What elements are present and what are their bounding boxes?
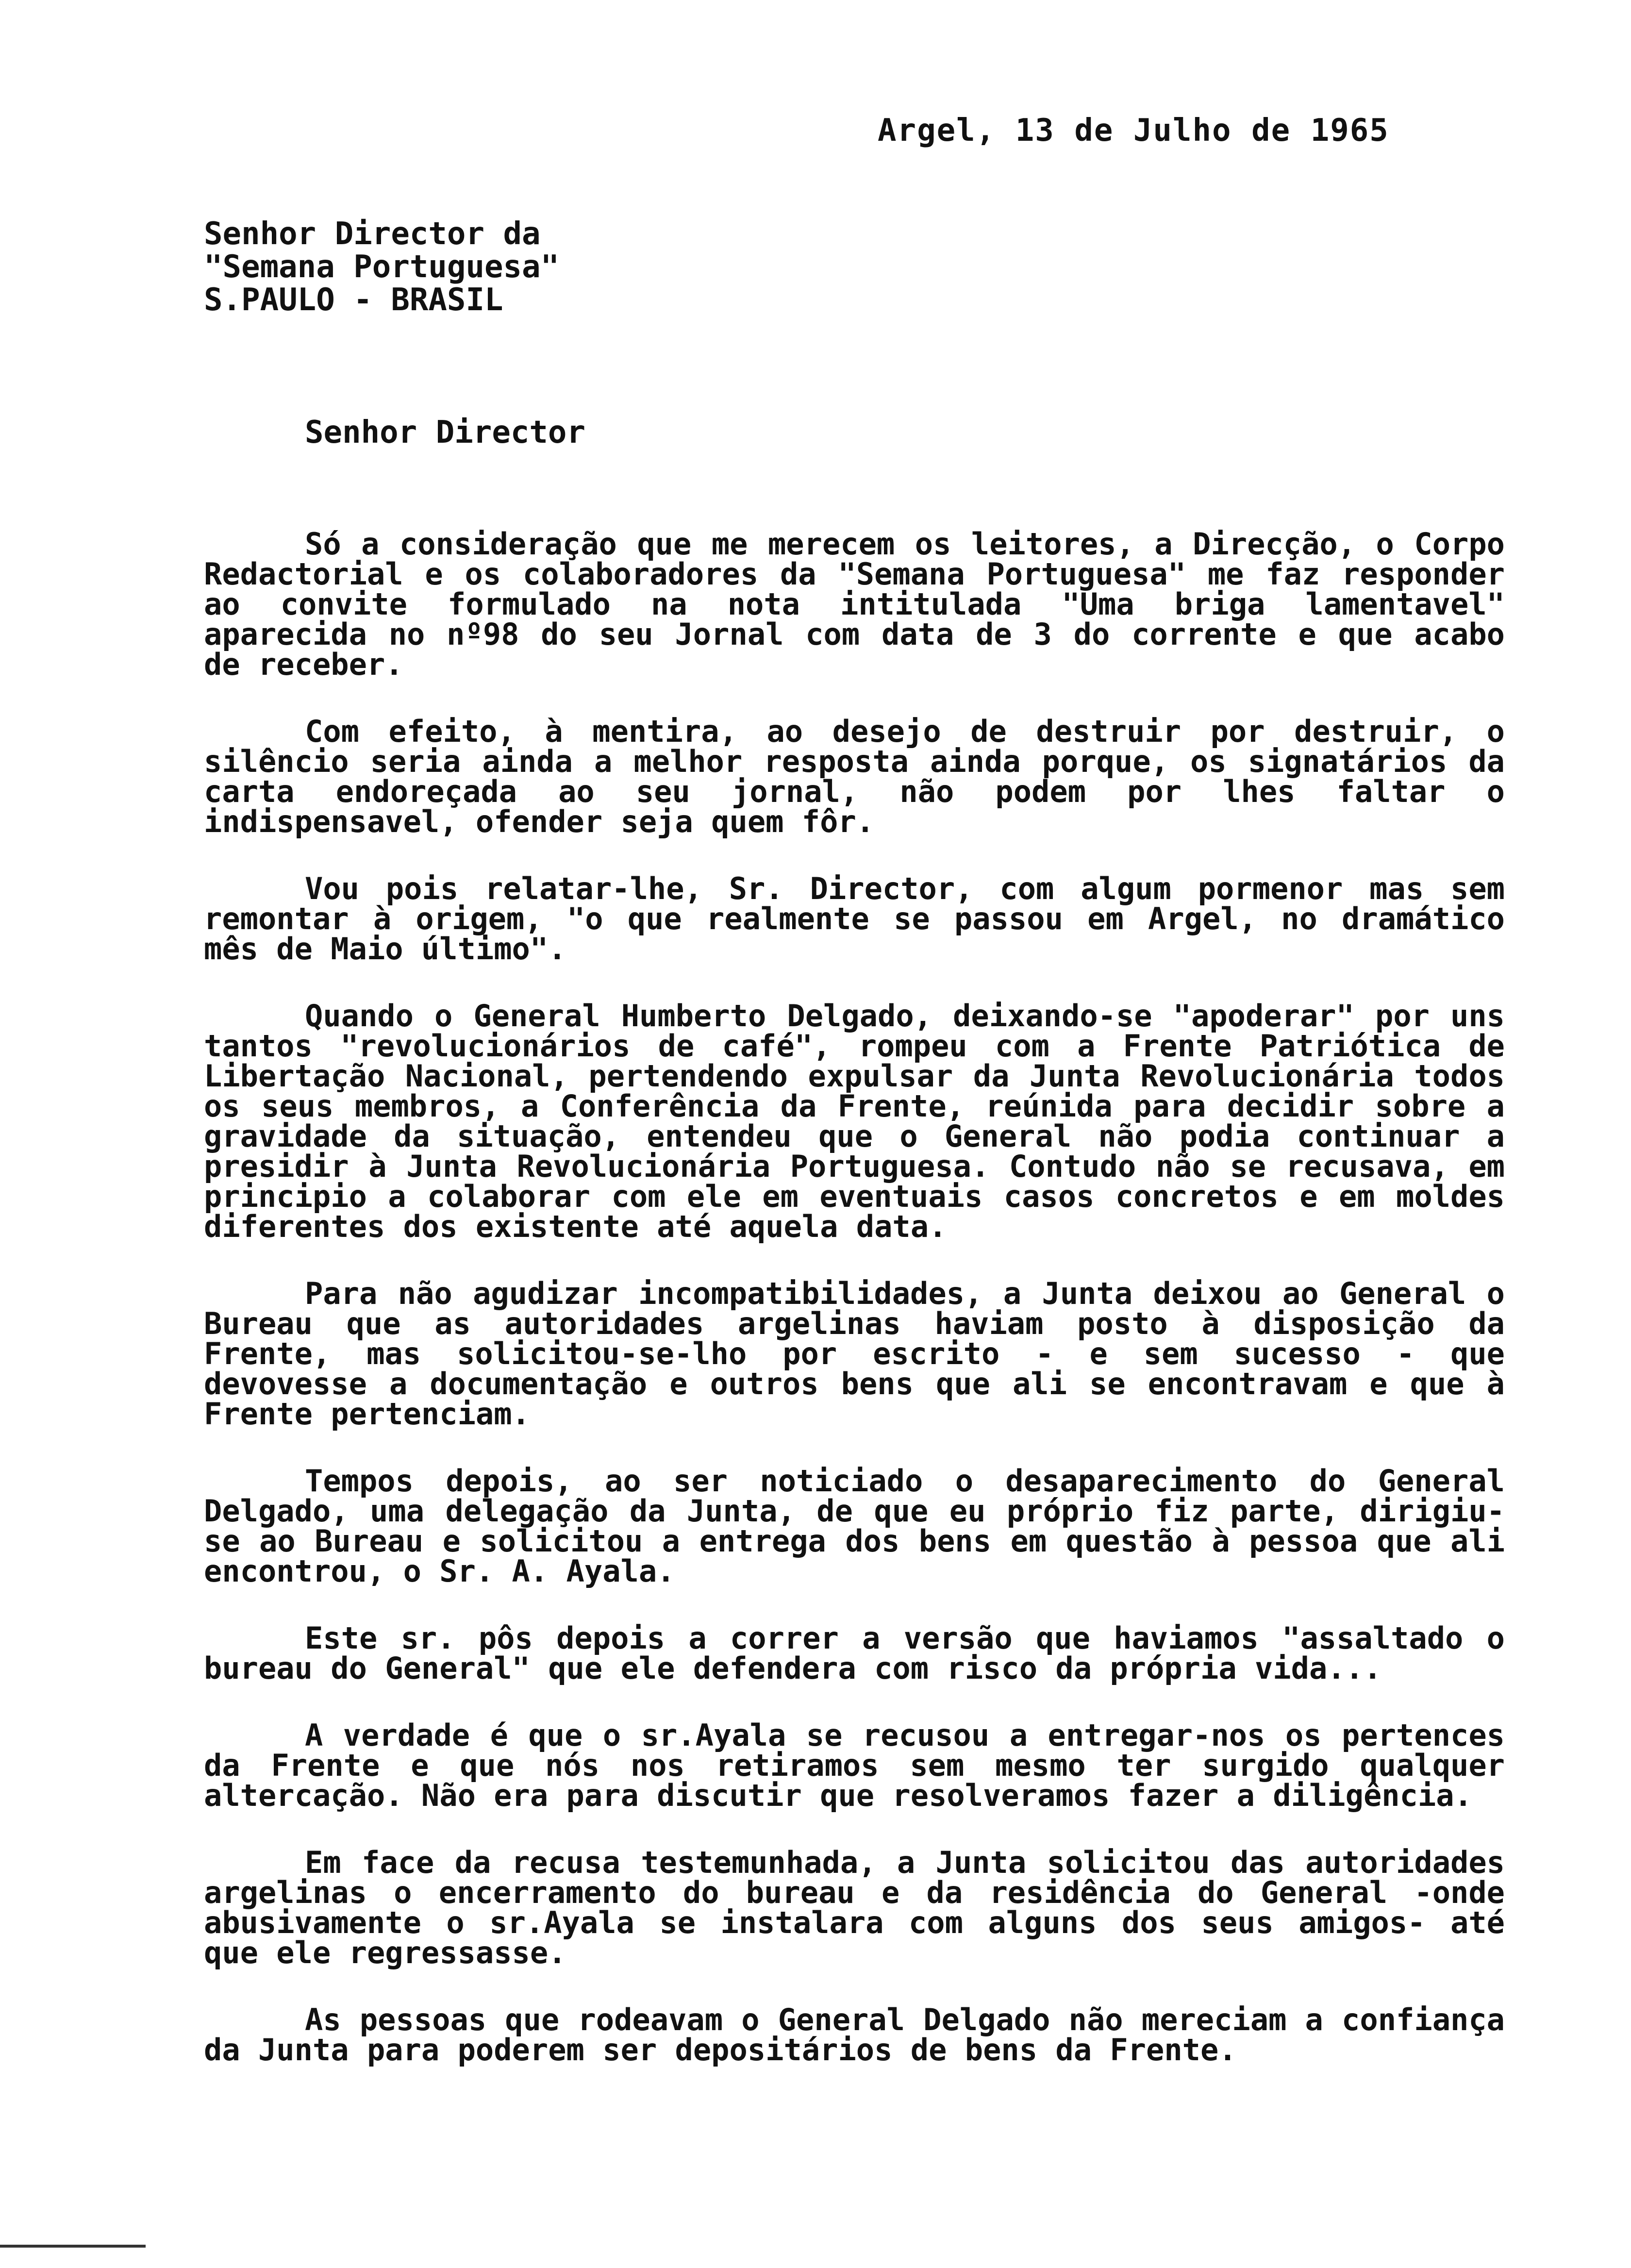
paragraph: A verdade é que o sr.Ayala se recusou a entregar-nos os pertences da Frente e que nós nos retiramos sem mesmo ter surgido qualquer altercação. Não era para discutir que resolveramos fazer a diligência. (204, 1718, 1505, 1813)
paragraph: Só a consideração que me merecem os leitores, a Direcção, o Corpo Redactorial e os colaboradores da "Semana Portuguesa" me faz responder ao convite formulado na nota intitulada "Uma briga lamentavel" aparecida no nº98 do seu Jornal com data de 3 do corrente e que acabo de receber. (204, 526, 1505, 682)
salutation: Senhor Director (305, 415, 585, 450)
paragraph: Tempos depois, ao ser noticiado o desaparecimento do General Delgado, uma delegação da Junta, de que eu próprio fiz parte, dirigiu-se ao Bureau e solicitou a entrega dos bens em questão à pessoa que ali encontrou, o Sr. A. Ayala. (204, 1463, 1505, 1589)
letter-date: Argel, 13 de Julho de 1965 (878, 113, 1389, 149)
paragraph: Este sr. pôs depois a correr a versão que haviamos "assaltado o bureau do General" que ele defendera com risco da própria vida... (204, 1620, 1505, 1686)
paragraph: Com efeito, à mentira, ao desejo de destruir por destruir, o silêncio seria ainda a melhor resposta ainda porque, os signatários da carta endoreçada ao seu jornal, não podem por lhes faltar o indispensavel, ofender seja quem fôr. (204, 714, 1505, 839)
recipient-address (204, 217, 559, 317)
paragraph: Para não agudizar incompatibilidades, a Junta deixou ao General o Bureau que as autoridades argelinas haviam posto à disposição da Frente, mas solicitou-se-lho por escrito - e sem sucesso - que devovesse a documentação e outros bens que ali se encontravam e que à Frente pertenciam. (204, 1276, 1505, 1432)
paragraph: Vou pois relatar-lhe, Sr. Director, com algum pormenor mas sem remontar à origem, "o que realmente se passou em Argel, no dramático mês de Maio último". (204, 871, 1505, 967)
paragraph: Em face da recusa testemunhada, a Junta solicitou das autoridades argelinas o encerramento do bureau e da residência do General -onde abusivamente o sr.Ayala se instalara com alguns dos seus amigos- até que ele regressasse. (204, 1845, 1505, 1970)
paragraph: As pessoas que rodeavam o General Delgado não mereciam a confiança da Junta para poderem ser depositários de bens da Frente. (204, 2002, 1505, 2068)
letter-body (204, 526, 1505, 2102)
recipient-line-3: S.PAULO - BRASIL (204, 282, 503, 318)
recipient-line-2: "Semana Portuguesa" (204, 249, 560, 285)
recipient-line-1: Senhor Director da (204, 216, 541, 252)
page-edge-mark (0, 2245, 146, 2248)
paragraph: Quando o General Humberto Delgado, deixando-se "apoderar" por uns tantos "revolucionários de café", rompeu com a Frente Patriótica de Libertação Nacional, pertendendo expulsar da Junta Revolucionária todos os seus membros, a Conferência da Frente, reúnida para decidir sobre a gravidade da situação, entendeu que o General não podia continuar a presidir à Junta Revolucionária Portuguesa. Contudo não se recusava, em principio a colaborar com ele em eventuais casos concretos e em moldes diferentes dos existente até aquela data. (204, 998, 1505, 1244)
